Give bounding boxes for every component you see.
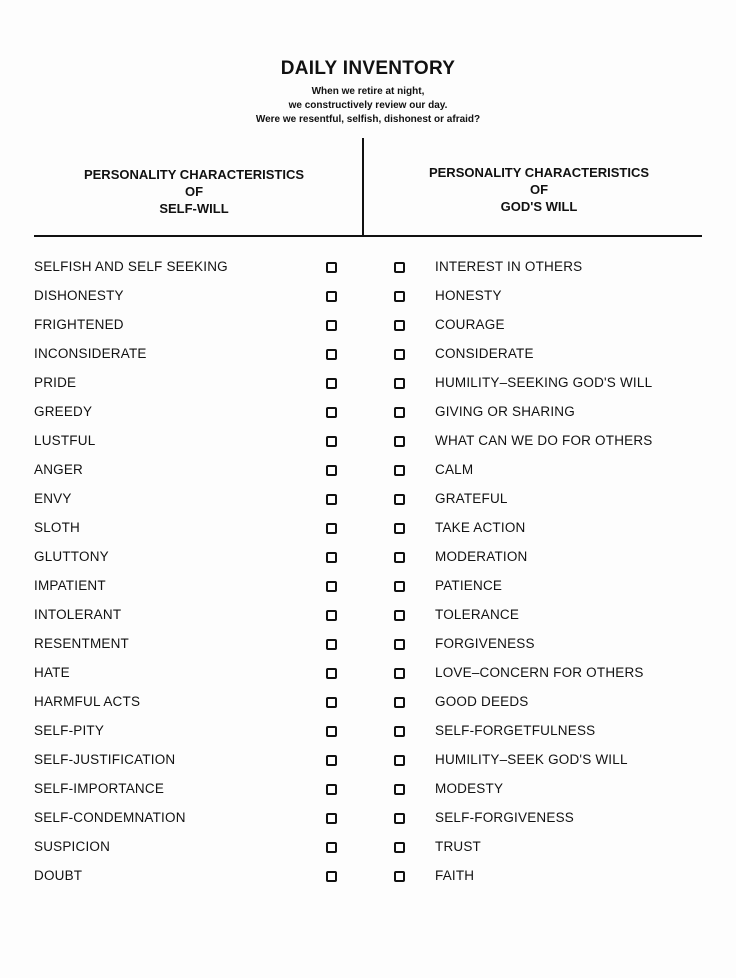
self-will-checkbox[interactable] [326, 407, 337, 418]
inventory-row [0, 546, 736, 575]
self-will-checkbox[interactable] [326, 784, 337, 795]
self-will-header-line-2: OF [184, 184, 204, 199]
gods-will-trait-label: CALM [435, 462, 474, 477]
self-will-checkbox[interactable] [326, 871, 337, 882]
inventory-row [0, 256, 736, 285]
self-will-checkbox[interactable] [326, 842, 337, 853]
self-will-checkbox[interactable] [326, 349, 337, 360]
gods-will-trait-label: HONESTY [435, 288, 502, 303]
gods-will-column-header [380, 164, 698, 215]
inventory-row [0, 865, 736, 894]
gods-will-trait-label: CONSIDERATE [435, 346, 534, 361]
self-will-checkbox[interactable] [326, 291, 337, 302]
self-will-checkbox[interactable] [326, 378, 337, 389]
self-will-trait-label: SELF-IMPORTANCE [34, 781, 165, 796]
inventory-row [0, 836, 736, 865]
inventory-row [0, 807, 736, 836]
self-will-trait-label: SLOTH [34, 520, 81, 535]
self-will-checkbox[interactable] [326, 726, 337, 737]
gods-will-trait-label: HUMILITY–SEEKING GOD'S WILL [435, 375, 653, 390]
self-will-trait-label: PRIDE [34, 375, 77, 390]
self-will-trait-label: DOUBT [34, 868, 83, 883]
self-will-column-header [40, 166, 348, 217]
gods-will-checkbox[interactable] [394, 668, 405, 679]
gods-will-trait-label: SELF-FORGETFULNESS [435, 723, 596, 738]
gods-will-checkbox[interactable] [394, 407, 405, 418]
gods-will-trait-label: LOVE–CONCERN FOR OTHERS [435, 665, 644, 680]
self-will-trait-label: SUSPICION [34, 839, 111, 854]
gods-will-checkbox[interactable] [394, 610, 405, 621]
self-will-trait-label: INTOLERANT [34, 607, 122, 622]
gods-will-checkbox[interactable] [394, 494, 405, 505]
self-will-trait-label: IMPATIENT [34, 578, 106, 593]
self-will-trait-label: ANGER [34, 462, 84, 477]
self-will-trait-label: SELF-JUSTIFICATION [34, 752, 176, 767]
gods-will-checkbox[interactable] [394, 813, 405, 824]
self-will-checkbox[interactable] [326, 610, 337, 621]
self-will-checkbox[interactable] [326, 755, 337, 766]
gods-will-trait-label: GOOD DEEDS [435, 694, 529, 709]
gods-will-checkbox[interactable] [394, 523, 405, 534]
self-will-trait-label: RESENTMENT [34, 636, 130, 651]
inventory-row [0, 575, 736, 604]
gods-will-checkbox[interactable] [394, 639, 405, 650]
self-will-checkbox[interactable] [326, 813, 337, 824]
self-will-trait-label: SELF-CONDEMNATION [34, 810, 186, 825]
gods-will-header-line-2: OF [529, 182, 549, 197]
inventory-row [0, 285, 736, 314]
gods-will-trait-label: MODERATION [435, 549, 528, 564]
gods-will-checkbox[interactable] [394, 697, 405, 708]
gods-will-checkbox[interactable] [394, 755, 405, 766]
inventory-row [0, 343, 736, 372]
self-will-trait-label: HATE [34, 665, 70, 680]
gods-will-checkbox[interactable] [394, 842, 405, 853]
gods-will-trait-label: GRATEFUL [435, 491, 508, 506]
self-will-trait-label: ENVY [34, 491, 72, 506]
self-will-checkbox[interactable] [326, 523, 337, 534]
self-will-trait-label: SELF-PITY [34, 723, 105, 738]
column-divider [362, 138, 364, 236]
gods-will-trait-label: FAITH [435, 868, 475, 883]
self-will-checkbox[interactable] [326, 581, 337, 592]
subtitle-line-1: When we retire at night, [311, 86, 425, 97]
inventory-row [0, 749, 736, 778]
inventory-row [0, 517, 736, 546]
inventory-row [0, 633, 736, 662]
self-will-checkbox[interactable] [326, 639, 337, 650]
gods-will-trait-label: HUMILITY–SEEK GOD'S WILL [435, 752, 628, 767]
self-will-trait-label: HARMFUL ACTS [34, 694, 141, 709]
page-title: DAILY INVENTORY [280, 58, 456, 79]
gods-will-checkbox[interactable] [394, 291, 405, 302]
self-will-checkbox[interactable] [326, 668, 337, 679]
gods-will-checkbox[interactable] [394, 552, 405, 563]
self-will-header-line-1: PERSONALITY CHARACTERISTICS [83, 167, 305, 182]
inventory-row [0, 372, 736, 401]
gods-will-header-line-1: PERSONALITY CHARACTERISTICS [428, 165, 650, 180]
inventory-list [0, 256, 736, 894]
gods-will-checkbox[interactable] [394, 378, 405, 389]
self-will-trait-label: LUSTFUL [34, 433, 96, 448]
gods-will-trait-label: PATIENCE [435, 578, 503, 593]
inventory-row [0, 691, 736, 720]
gods-will-trait-label: TAKE ACTION [435, 520, 526, 535]
self-will-checkbox[interactable] [326, 436, 337, 447]
inventory-row [0, 488, 736, 517]
self-will-trait-label: DISHONESTY [34, 288, 124, 303]
self-will-checkbox[interactable] [326, 320, 337, 331]
gods-will-checkbox[interactable] [394, 784, 405, 795]
subtitle-line-3: Were we resentful, selfish, dishonest or afraid? [255, 114, 481, 125]
self-will-checkbox[interactable] [326, 465, 337, 476]
self-will-trait-label: GREEDY [34, 404, 93, 419]
gods-will-trait-label: INTEREST IN OTHERS [435, 259, 583, 274]
self-will-checkbox[interactable] [326, 552, 337, 563]
gods-will-checkbox[interactable] [394, 465, 405, 476]
self-will-checkbox[interactable] [326, 697, 337, 708]
inventory-row [0, 662, 736, 691]
inventory-row [0, 778, 736, 807]
gods-will-checkbox[interactable] [394, 871, 405, 882]
gods-will-trait-label: TRUST [435, 839, 481, 854]
gods-will-trait-label: MODESTY [435, 781, 504, 796]
gods-will-trait-label: WHAT CAN WE DO FOR OTHERS [435, 433, 653, 448]
self-will-trait-label: FRIGHTENED [34, 317, 124, 332]
self-will-checkbox[interactable] [326, 262, 337, 273]
inventory-row [0, 314, 736, 343]
subtitle-line-2: we constructively review our day. [288, 100, 448, 111]
self-will-trait-label: GLUTTONY [34, 549, 109, 564]
inventory-row [0, 459, 736, 488]
gods-will-checkbox[interactable] [394, 320, 405, 331]
gods-will-trait-label: FORGIVENESS [435, 636, 535, 651]
self-will-header-line-3: SELF-WILL [159, 201, 229, 216]
gods-will-checkbox[interactable] [394, 262, 405, 273]
gods-will-checkbox[interactable] [394, 726, 405, 737]
gods-will-header-line-3: GOD'S WILL [500, 199, 578, 214]
gods-will-checkbox[interactable] [394, 349, 405, 360]
inventory-row [0, 720, 736, 749]
self-will-trait-label: INCONSIDERATE [34, 346, 147, 361]
header-underline [34, 235, 702, 237]
inventory-row [0, 604, 736, 633]
inventory-row [0, 430, 736, 459]
gods-will-trait-label: GIVING OR SHARING [435, 404, 575, 419]
self-will-trait-label: SELFISH AND SELF SEEKING [34, 259, 228, 274]
inventory-row [0, 401, 736, 430]
gods-will-checkbox[interactable] [394, 436, 405, 447]
gods-will-trait-label: COURAGE [435, 317, 505, 332]
gods-will-trait-label: TOLERANCE [435, 607, 520, 622]
gods-will-trait-label: SELF-FORGIVENESS [435, 810, 574, 825]
self-will-checkbox[interactable] [326, 494, 337, 505]
gods-will-checkbox[interactable] [394, 581, 405, 592]
